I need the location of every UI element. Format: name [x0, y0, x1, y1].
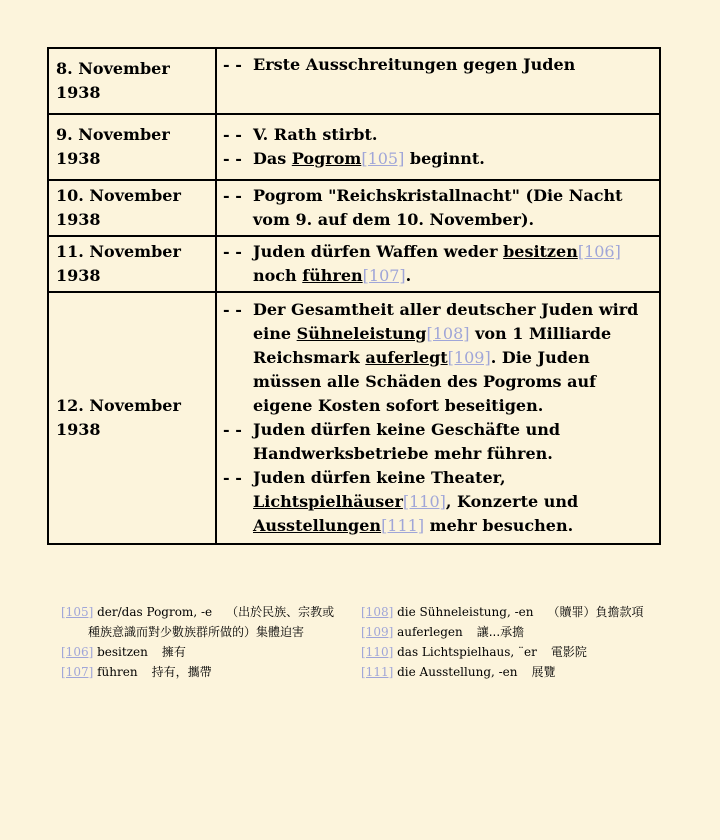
event-text: mehr besuchen. [424, 516, 574, 535]
event-text: von 1 Milliarde Reichsmark [253, 324, 612, 367]
footnote-term: besitzen [97, 645, 148, 659]
footnote-ref-link[interactable]: [110] [402, 492, 446, 511]
footnote-gloss: （出於民族、宗教或種族意識而對少數族群所做的）集體迫害 [88, 605, 335, 639]
event-item [223, 184, 655, 232]
event-text: V. Rath stirbt. [253, 125, 378, 144]
event-text: noch [253, 266, 303, 285]
footnote-term: die Sühneleistung, -en [397, 605, 534, 619]
footnote [361, 662, 661, 682]
bullet-dash: - - [223, 242, 242, 261]
footnote-term: führen [97, 665, 138, 679]
footnotes-right [361, 602, 661, 682]
footnote-gloss: （贖罪）負擔款項 [547, 605, 644, 619]
event-text: . Die Juden müssen alle Schäden des Pogroms auf eigene Kosten sofort beseitigen. [253, 348, 596, 415]
footnote-ref-link[interactable]: [107] [362, 266, 406, 285]
event-item [223, 298, 655, 418]
event-date: 11. November 1938 [48, 236, 216, 292]
footnote-gloss: 讓...承擔 [476, 625, 525, 639]
event-list [216, 114, 660, 180]
event-text: Erste Ausschreitungen gegen Juden [253, 55, 576, 74]
event-date: 10. November 1938 [48, 180, 216, 236]
bullet-dash: - - [223, 186, 242, 205]
event-item [223, 53, 655, 77]
event-item [223, 418, 655, 466]
footnote-ref-link[interactable]: [106] [577, 242, 621, 261]
event-date: 12. November 1938 [48, 292, 216, 544]
event-text: Juden dürfen Waffen weder [253, 242, 504, 261]
underlined-term: Sühneleistung [296, 324, 427, 343]
event-list [216, 292, 660, 544]
event-text: beginnt. [404, 149, 485, 168]
footnote-gloss: 持有，攜帶 [151, 665, 212, 679]
footnote-ref-link[interactable]: [108] [426, 324, 470, 343]
timeline-row [48, 114, 660, 180]
event-item [223, 123, 655, 147]
event-item [223, 240, 655, 288]
footnote-anchor[interactable]: [106] [61, 645, 94, 659]
footnote-term: die Ausstellung, -en [397, 665, 518, 679]
footnote-ref-link[interactable]: [111] [381, 516, 425, 535]
underlined-term: Ausstellungen [253, 516, 382, 535]
footnote [61, 662, 345, 682]
bullet-dash: - - [223, 55, 242, 74]
underlined-term: Lichtspielhäuser [253, 492, 403, 511]
event-text: . [405, 266, 412, 285]
event-date: 8. November 1938 [48, 48, 216, 114]
bullet-dash: - - [223, 420, 242, 439]
footnote-anchor[interactable]: [105] [61, 605, 94, 619]
footnote-anchor[interactable]: [111] [361, 665, 394, 679]
footnote-gloss: 擁有 [161, 645, 186, 659]
footnote-term: auferlegen [397, 625, 463, 639]
underlined-term: auferlegt [365, 348, 448, 367]
timeline-row [48, 236, 660, 292]
footnote-anchor[interactable]: [108] [361, 605, 394, 619]
footnote-gloss: 電影院 [550, 645, 587, 659]
event-item [223, 147, 655, 171]
event-text: Juden dürfen keine Geschäfte und Handwerksbetriebe mehr führen. [253, 420, 561, 463]
event-list [216, 180, 660, 236]
footnote-anchor[interactable]: [110] [361, 645, 394, 659]
footnote-anchor[interactable]: [107] [61, 665, 94, 679]
bullet-dash: - - [223, 468, 242, 487]
event-list [216, 236, 660, 292]
footnote [361, 602, 661, 622]
event-list [216, 48, 660, 114]
event-item [223, 466, 655, 538]
timeline-table [47, 47, 661, 545]
footnotes-left [61, 602, 345, 682]
event-text: Juden dürfen keine Theater, [253, 468, 506, 487]
event-text: Das [253, 149, 292, 168]
underlined-term: Pogrom [291, 149, 362, 168]
underlined-term: besitzen [503, 242, 578, 261]
footnote-ref-link[interactable]: [109] [447, 348, 491, 367]
event-text: Der Gesamtheit aller deutscher Juden wird eine [253, 300, 639, 343]
footnote-anchor[interactable]: [109] [361, 625, 394, 639]
underlined-term: führen [302, 266, 363, 285]
footnote [361, 622, 661, 642]
footnote [61, 642, 345, 662]
timeline-row [48, 48, 660, 114]
footnote [61, 602, 345, 642]
bullet-dash: - - [223, 125, 242, 144]
bullet-dash: - - [223, 300, 242, 319]
event-date: 9. November 1938 [48, 114, 216, 180]
bullet-dash: - - [223, 149, 242, 168]
timeline-row [48, 180, 660, 236]
event-text: , Konzerte und [445, 492, 579, 511]
event-text: Pogrom "Reichskristallnacht" (Die Nacht vom 9. auf dem 10. November). [253, 186, 623, 229]
footnote-term: der/das Pogrom, -e [97, 605, 213, 619]
footnote-term: das Lichtspielhaus, ¨er [397, 645, 537, 659]
footnote [361, 642, 661, 662]
footnote-ref-link[interactable]: [105] [361, 149, 405, 168]
timeline-row [48, 292, 660, 544]
footnote-gloss: 展覽 [531, 665, 556, 679]
